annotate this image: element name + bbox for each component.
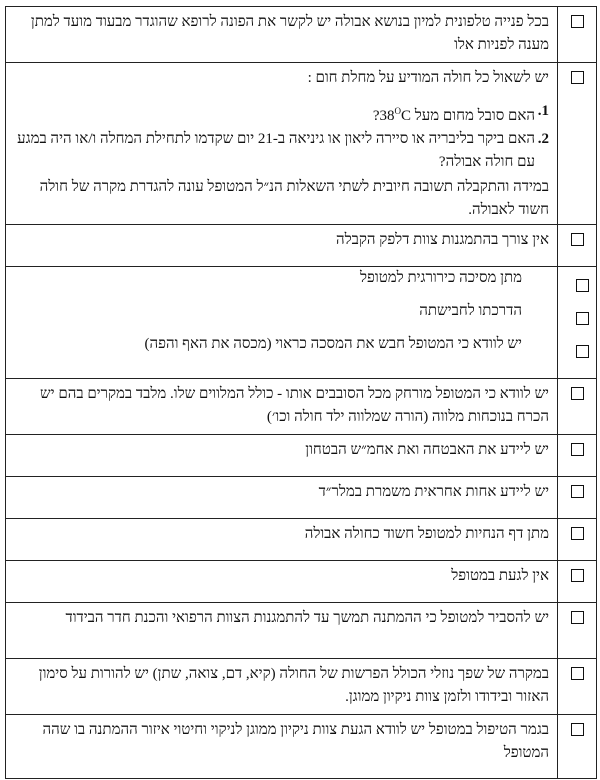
checklist-text: אין לגעת במטופל: [6, 561, 558, 603]
checklist-text: יש ליידע אחות אחראית משמרת במלר״ד: [6, 477, 558, 519]
checklist-row: [6, 7, 597, 63]
checklist-text: [6, 63, 558, 225]
checklist-text: יש לוודא כי המטופל מורחק מכל הסובבים אותו - כולל המלווים שלו. מלבד במקרים בהם יש הכרח בנוכחות מלווה (הורה שמלווה ילד חולה וכו׳): [6, 379, 558, 435]
checklist-row: [6, 63, 597, 225]
checkbox[interactable]: [571, 667, 584, 680]
fever-intro: יש לשאול כל חולה המודיע על מחלת חום :: [307, 70, 549, 86]
checkbox-cell: [558, 561, 597, 603]
checklist-row: [6, 561, 597, 603]
question-list: [12, 100, 549, 174]
checkbox[interactable]: [571, 723, 584, 736]
checkbox-cell: [558, 225, 597, 267]
checkbox-cell: [558, 715, 597, 779]
checkbox[interactable]: [571, 443, 584, 456]
checkbox-cell: [558, 63, 597, 225]
question-number: 1.: [537, 103, 549, 119]
sub-item: [12, 333, 557, 358]
question-item: [12, 128, 549, 174]
checkbox-cell: [558, 7, 597, 63]
checklist-row: [6, 379, 597, 435]
checklist-row: [6, 225, 597, 267]
checkbox[interactable]: [576, 312, 589, 325]
checkbox-cell: [558, 519, 597, 561]
checkbox[interactable]: [571, 485, 584, 498]
checkbox[interactable]: [571, 569, 584, 582]
checklist-text: בגמר הטיפול במטופל יש לוודא הגעת צוות ניקיון ממוגן לניקוי וחיטוי איזור ההמתנה בו שהה המטופל: [6, 715, 558, 779]
degree-sup: O: [394, 106, 401, 116]
checklist-row: [6, 603, 597, 659]
question-text-part: האם סובל מחום מעל 38: [379, 108, 535, 124]
checklist-row: [6, 477, 597, 519]
checkbox[interactable]: [571, 71, 584, 84]
checkbox-cell: [558, 477, 597, 519]
checklist-text: בכל פנייה טלפונית למיון בנושא אבולה יש לקשר את הפונה לרופא שהוגדר מבעוד מועד למתן מענה לפניות אלו: [6, 7, 558, 63]
sub-item: [12, 267, 557, 292]
checklist-table: [5, 6, 597, 779]
question-text: האם ביקר בליבריה או סיירה ליאון או גיניאה ב-21 יום שקדמו לתחילת המחלה ו/או היה במגע עם חולה אבולה?: [17, 131, 535, 170]
checkbox[interactable]: [576, 279, 589, 292]
question-item: [12, 100, 549, 128]
checklist-row: [6, 267, 597, 379]
checklist-row: [6, 659, 597, 715]
checklist-text: במקרה של שפך נוזלי הכולל הפרשות של החולה (קיא, דם, צואה, שתן) יש להורות על סימון האזור ובידודו ולזמן צוות ניקיון ממוגן.: [6, 659, 558, 715]
sub-item-text: יש לוודא כי המטופל חבש את המסכה כראוי (מכסה את האף והפה): [144, 336, 522, 352]
checkbox-cell: [558, 435, 597, 477]
checklist-text: אין צורך בהתמגנות צוות דלפק הקבלה: [6, 225, 558, 267]
question-text-part: C?: [372, 108, 412, 124]
question-number: 2.: [537, 131, 549, 147]
checkbox-cell: [558, 603, 597, 659]
checkbox[interactable]: [571, 527, 584, 540]
checkbox-cell: [558, 659, 597, 715]
sub-item: [12, 300, 557, 325]
checkbox-cell: [558, 379, 597, 435]
checkbox[interactable]: [571, 15, 584, 28]
checklist-row: [6, 435, 597, 477]
checkbox[interactable]: [576, 345, 589, 358]
checkbox[interactable]: [571, 611, 584, 624]
checklist-text: מתן דף הנחיות למטופל חשוד כחולה אבולה: [6, 519, 558, 561]
checklist-text: יש להסביר למטופל כי ההמתנה תמשך עד להתמגנות הצוות הרפואי והכנת חדר הבידוד: [6, 603, 558, 659]
checklist-row: [6, 519, 597, 561]
checkbox[interactable]: [571, 387, 584, 400]
fever-outro: במידה והתקבלה תשובה חיובית לשתי השאלות הנ״ל המטופל עונה להגדרת מקרה של חולה חשוד לאבולה.: [39, 179, 549, 218]
question-text: [12, 100, 535, 128]
sub-item-text: מתן מסיכה כירורגית למטופל: [360, 270, 522, 286]
checklist-text: יש ליידע את האבטחה ואת אחמ״ש הבטחון: [6, 435, 558, 477]
checklist-row: [6, 715, 597, 779]
sub-item-text: הדרכתו לחבישתה: [419, 303, 522, 319]
checkbox[interactable]: [571, 233, 584, 246]
checklist-text: [6, 267, 558, 379]
